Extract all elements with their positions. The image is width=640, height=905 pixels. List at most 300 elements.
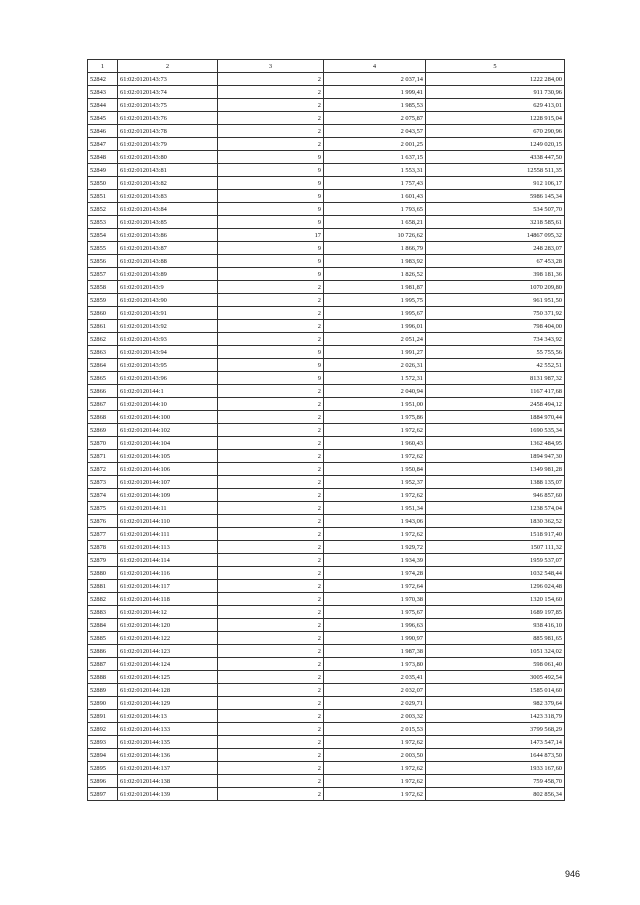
value-cell: 1585 014,60 [426,684,565,697]
area-cell: 2 035,41 [324,671,426,684]
value-cell: 1238 574,04 [426,502,565,515]
area-cell: 1 972,62 [324,775,426,788]
row-number-cell: 52867 [88,398,118,411]
value-cell: 629 413,01 [426,99,565,112]
count-cell: 2 [218,515,324,528]
value-cell: 398 181,36 [426,268,565,281]
row-number-cell: 52863 [88,346,118,359]
count-cell: 2 [218,99,324,112]
table-row [88,489,565,502]
area-cell: 1 983,92 [324,255,426,268]
cadastral-number-cell: 61:02:0120144:110 [118,515,218,528]
table-row [88,385,565,398]
table-row [88,177,565,190]
table-row [88,437,565,450]
value-cell: 1051 324,02 [426,645,565,658]
row-number-cell: 52890 [88,697,118,710]
table-row [88,86,565,99]
count-cell: 9 [218,268,324,281]
cadastral-number-cell: 61:02:0120144:12 [118,606,218,619]
cadastral-number-cell: 61:02:0120143:78 [118,125,218,138]
cadastral-number-cell: 61:02:0120143:76 [118,112,218,125]
row-number-cell: 52884 [88,619,118,632]
table-row [88,632,565,645]
area-cell: 2 037,14 [324,73,426,86]
count-cell: 9 [218,177,324,190]
area-cell: 2 003,32 [324,710,426,723]
count-cell: 2 [218,567,324,580]
table-row [88,580,565,593]
row-number-cell: 52894 [88,749,118,762]
cadastral-number-cell: 61:02:0120144:11 [118,502,218,515]
row-number-cell: 52865 [88,372,118,385]
count-cell: 9 [218,151,324,164]
count-cell: 2 [218,788,324,801]
count-cell: 2 [218,489,324,502]
count-cell: 2 [218,86,324,99]
area-cell: 1 999,41 [324,86,426,99]
count-cell: 2 [218,606,324,619]
table-row [88,151,565,164]
value-cell: 1167 417,68 [426,385,565,398]
area-cell: 1 995,75 [324,294,426,307]
table-row [88,164,565,177]
cadastral-number-cell: 61:02:0120143:80 [118,151,218,164]
row-number-cell: 52886 [88,645,118,658]
cadastral-number-cell: 61:02:0120144:105 [118,450,218,463]
count-cell: 2 [218,593,324,606]
table-row [88,502,565,515]
value-cell: 961 951,50 [426,294,565,307]
count-cell: 2 [218,294,324,307]
value-cell: 4338 447,50 [426,151,565,164]
count-cell: 2 [218,125,324,138]
value-cell: 911 730,96 [426,86,565,99]
area-cell: 1 934,39 [324,554,426,567]
value-cell: 14867 095,32 [426,229,565,242]
cadastral-number-cell: 61:02:0120144:106 [118,463,218,476]
table-row [88,606,565,619]
header-col-3: 3 [218,60,324,73]
table-row [88,749,565,762]
cadastral-number-cell: 61:02:0120144:125 [118,671,218,684]
value-cell: 798 404,00 [426,320,565,333]
count-cell: 2 [218,658,324,671]
cadastral-number-cell: 61:02:0120144:100 [118,411,218,424]
table-row [88,554,565,567]
count-cell: 2 [218,502,324,515]
count-cell: 2 [218,697,324,710]
row-number-cell: 52849 [88,164,118,177]
area-cell: 2 043,57 [324,125,426,138]
table-row [88,333,565,346]
table-row [88,463,565,476]
value-cell: 3005 492,54 [426,671,565,684]
value-cell: 885 981,65 [426,632,565,645]
count-cell: 9 [218,346,324,359]
table-row [88,229,565,242]
table-body [88,73,565,801]
row-number-cell: 52842 [88,73,118,86]
value-cell: 1388 135,07 [426,476,565,489]
cadastral-number-cell: 61:02:0120143:96 [118,372,218,385]
area-cell: 1 987,38 [324,645,426,658]
row-number-cell: 52852 [88,203,118,216]
row-number-cell: 52871 [88,450,118,463]
value-cell: 946 857,60 [426,489,565,502]
count-cell: 9 [218,372,324,385]
cadastral-number-cell: 61:02:0120143:9 [118,281,218,294]
row-number-cell: 52866 [88,385,118,398]
count-cell: 2 [218,762,324,775]
count-cell: 2 [218,580,324,593]
area-cell: 1 972,62 [324,736,426,749]
row-number-cell: 52880 [88,567,118,580]
row-number-cell: 52850 [88,177,118,190]
value-cell: 1518 917,40 [426,528,565,541]
area-cell: 10 726,62 [324,229,426,242]
row-number-cell: 52876 [88,515,118,528]
table-row [88,411,565,424]
value-cell: 1362 484,95 [426,437,565,450]
row-number-cell: 52875 [88,502,118,515]
table-row [88,294,565,307]
table-row [88,476,565,489]
value-cell: 42 552,51 [426,359,565,372]
area-cell: 1 996,01 [324,320,426,333]
row-number-cell: 52856 [88,255,118,268]
table-row [88,99,565,112]
cadastral-number-cell: 61:02:0120144:138 [118,775,218,788]
table-row [88,684,565,697]
area-cell: 1 929,72 [324,541,426,554]
row-number-cell: 52897 [88,788,118,801]
area-cell: 1 972,64 [324,580,426,593]
value-cell: 1296 024,48 [426,580,565,593]
value-cell: 534 507,70 [426,203,565,216]
area-cell: 1 658,21 [324,216,426,229]
value-cell: 982 379,64 [426,697,565,710]
cadastral-number-cell: 61:02:0120144:10 [118,398,218,411]
cadastral-number-cell: 61:02:0120143:75 [118,99,218,112]
table-row [88,372,565,385]
row-number-cell: 52873 [88,476,118,489]
value-cell: 1894 947,30 [426,450,565,463]
row-number-cell: 52874 [88,489,118,502]
count-cell: 2 [218,450,324,463]
row-number-cell: 52889 [88,684,118,697]
area-cell: 2 040,94 [324,385,426,398]
count-cell: 9 [218,164,324,177]
count-cell: 2 [218,736,324,749]
row-number-cell: 52887 [88,658,118,671]
cadastral-number-cell: 61:02:0120143:94 [118,346,218,359]
area-cell: 1 951,00 [324,398,426,411]
cadastral-number-cell: 61:02:0120144:124 [118,658,218,671]
area-cell: 1 972,62 [324,489,426,502]
table-row [88,112,565,125]
area-cell: 1 950,84 [324,463,426,476]
table-row [88,242,565,255]
table-row [88,710,565,723]
cadastral-number-cell: 61:02:0120143:89 [118,268,218,281]
table-row [88,398,565,411]
table-row [88,788,565,801]
row-number-cell: 52857 [88,268,118,281]
table-row [88,567,565,580]
table-row [88,424,565,437]
table-row [88,281,565,294]
cadastral-number-cell: 61:02:0120143:83 [118,190,218,203]
row-number-cell: 52883 [88,606,118,619]
table-row [88,359,565,372]
count-cell: 2 [218,528,324,541]
count-cell: 2 [218,775,324,788]
table-row [88,216,565,229]
count-cell: 2 [218,112,324,125]
table-header [88,60,565,73]
row-number-cell: 52870 [88,437,118,450]
row-number-cell: 52846 [88,125,118,138]
area-cell: 2 075,87 [324,112,426,125]
cadastral-number-cell: 61:02:0120144:1 [118,385,218,398]
count-cell: 2 [218,684,324,697]
cadastral-number-cell: 61:02:0120143:88 [118,255,218,268]
count-cell: 2 [218,437,324,450]
value-cell: 1032 548,44 [426,567,565,580]
area-cell: 1 972,62 [324,788,426,801]
area-cell: 1 996,63 [324,619,426,632]
table-row [88,125,565,138]
area-cell: 1 973,80 [324,658,426,671]
area-cell: 2 032,07 [324,684,426,697]
row-number-cell: 52860 [88,307,118,320]
table-row [88,515,565,528]
page-number: 946 [565,869,581,879]
area-cell: 2 051,24 [324,333,426,346]
value-cell: 1423 318,79 [426,710,565,723]
value-cell: 1830 362,52 [426,515,565,528]
cadastral-number-cell: 61:02:0120144:13 [118,710,218,723]
row-number-cell: 52864 [88,359,118,372]
cadastral-number-cell: 61:02:0120144:136 [118,749,218,762]
table-row [88,645,565,658]
count-cell: 2 [218,281,324,294]
row-number-cell: 52854 [88,229,118,242]
table-row [88,307,565,320]
area-cell: 1 985,53 [324,99,426,112]
row-number-cell: 52895 [88,762,118,775]
cadastral-number-cell: 61:02:0120143:91 [118,307,218,320]
area-cell: 1 952,37 [324,476,426,489]
count-cell: 2 [218,307,324,320]
row-number-cell: 52847 [88,138,118,151]
cadastral-number-cell: 61:02:0120143:85 [118,216,218,229]
area-cell: 1 974,28 [324,567,426,580]
row-number-cell: 52843 [88,86,118,99]
table-row [88,619,565,632]
area-cell: 2 001,25 [324,138,426,151]
area-cell: 1 972,62 [324,424,426,437]
value-cell: 1690 535,34 [426,424,565,437]
table-row [88,73,565,86]
value-cell: 3218 585,61 [426,216,565,229]
cadastral-number-cell: 61:02:0120144:133 [118,723,218,736]
row-number-cell: 52862 [88,333,118,346]
cadastral-number-cell: 61:02:0120143:95 [118,359,218,372]
count-cell: 9 [218,255,324,268]
area-cell: 1 951,34 [324,502,426,515]
count-cell: 2 [218,671,324,684]
row-number-cell: 52881 [88,580,118,593]
cadastral-number-cell: 61:02:0120143:87 [118,242,218,255]
cadastral-number-cell: 61:02:0120143:93 [118,333,218,346]
header-col-4: 4 [324,60,426,73]
row-number-cell: 52882 [88,593,118,606]
area-cell: 1 866,79 [324,242,426,255]
value-cell: 759 458,70 [426,775,565,788]
value-cell: 1507 111,32 [426,541,565,554]
row-number-cell: 52893 [88,736,118,749]
value-cell: 598 061,40 [426,658,565,671]
value-cell: 1249 020,15 [426,138,565,151]
count-cell: 9 [218,359,324,372]
cadastral-number-cell: 61:02:0120143:92 [118,320,218,333]
count-cell: 2 [218,476,324,489]
count-cell: 2 [218,749,324,762]
value-cell: 248 283,07 [426,242,565,255]
value-cell: 734 343,92 [426,333,565,346]
cadastral-number-cell: 61:02:0120144:118 [118,593,218,606]
value-cell: 2458 494,12 [426,398,565,411]
cadastral-number-cell: 61:02:0120144:107 [118,476,218,489]
value-cell: 1228 915,04 [426,112,565,125]
row-number-cell: 52859 [88,294,118,307]
count-cell: 9 [218,203,324,216]
row-number-cell: 52885 [88,632,118,645]
row-number-cell: 52879 [88,554,118,567]
table-row [88,528,565,541]
table-row [88,346,565,359]
table-row [88,658,565,671]
table-row [88,320,565,333]
table-row [88,138,565,151]
row-number-cell: 52888 [88,671,118,684]
area-cell: 1 970,38 [324,593,426,606]
cadastral-number-cell: 61:02:0120144:116 [118,567,218,580]
count-cell: 9 [218,216,324,229]
count-cell: 2 [218,424,324,437]
header-col-1: 1 [88,60,118,73]
table-row [88,268,565,281]
table-row [88,255,565,268]
value-cell: 670 290,96 [426,125,565,138]
row-number-cell: 52896 [88,775,118,788]
count-cell: 2 [218,632,324,645]
value-cell: 8131 987,32 [426,372,565,385]
count-cell: 2 [218,645,324,658]
area-cell: 1 960,43 [324,437,426,450]
count-cell: 9 [218,190,324,203]
area-cell: 1 637,15 [324,151,426,164]
cadastral-number-cell: 61:02:0120144:113 [118,541,218,554]
table-row [88,723,565,736]
row-number-cell: 52869 [88,424,118,437]
value-cell: 1070 209,80 [426,281,565,294]
table-row [88,697,565,710]
count-cell: 2 [218,554,324,567]
row-number-cell: 52892 [88,723,118,736]
count-cell: 2 [218,385,324,398]
table-row [88,762,565,775]
row-number-cell: 52858 [88,281,118,294]
area-cell: 1 601,43 [324,190,426,203]
value-cell: 802 856,34 [426,788,565,801]
area-cell: 1 972,62 [324,528,426,541]
count-cell: 2 [218,463,324,476]
table-row [88,593,565,606]
value-cell: 55 755,56 [426,346,565,359]
count-cell: 2 [218,138,324,151]
row-number-cell: 52855 [88,242,118,255]
area-cell: 1 826,52 [324,268,426,281]
count-cell: 2 [218,411,324,424]
area-cell: 1 990,97 [324,632,426,645]
value-cell: 3799 568,29 [426,723,565,736]
value-cell: 1884 970,44 [426,411,565,424]
cadastral-table [87,59,565,801]
cadastral-number-cell: 61:02:0120144:104 [118,437,218,450]
cadastral-number-cell: 61:02:0120144:129 [118,697,218,710]
area-cell: 1 553,31 [324,164,426,177]
row-number-cell: 52891 [88,710,118,723]
area-cell: 1 572,31 [324,372,426,385]
area-cell: 1 757,43 [324,177,426,190]
value-cell: 938 416,10 [426,619,565,632]
row-number-cell: 52853 [88,216,118,229]
value-cell: 1644 873,50 [426,749,565,762]
area-cell: 1 975,86 [324,411,426,424]
cadastral-number-cell: 61:02:0120144:139 [118,788,218,801]
count-cell: 2 [218,723,324,736]
table-row [88,203,565,216]
cadastral-number-cell: 61:02:0120144:109 [118,489,218,502]
area-cell: 2 029,71 [324,697,426,710]
cadastral-number-cell: 61:02:0120143:82 [118,177,218,190]
value-cell: 1933 167,60 [426,762,565,775]
area-cell: 1 943,06 [324,515,426,528]
area-cell: 1 981,87 [324,281,426,294]
count-cell: 2 [218,619,324,632]
value-cell: 1473 547,14 [426,736,565,749]
header-row [88,60,565,73]
area-cell: 1 972,62 [324,450,426,463]
value-cell: 1689 197,85 [426,606,565,619]
row-number-cell: 52872 [88,463,118,476]
header-col-2: 2 [118,60,218,73]
area-cell: 2 003,50 [324,749,426,762]
area-cell: 1 995,67 [324,307,426,320]
row-number-cell: 52851 [88,190,118,203]
area-cell: 1 991,27 [324,346,426,359]
value-cell: 67 453,28 [426,255,565,268]
table-row [88,450,565,463]
cadastral-number-cell: 61:02:0120143:90 [118,294,218,307]
row-number-cell: 52844 [88,99,118,112]
area-cell: 1 975,67 [324,606,426,619]
row-number-cell: 52877 [88,528,118,541]
cadastral-number-cell: 61:02:0120143:84 [118,203,218,216]
